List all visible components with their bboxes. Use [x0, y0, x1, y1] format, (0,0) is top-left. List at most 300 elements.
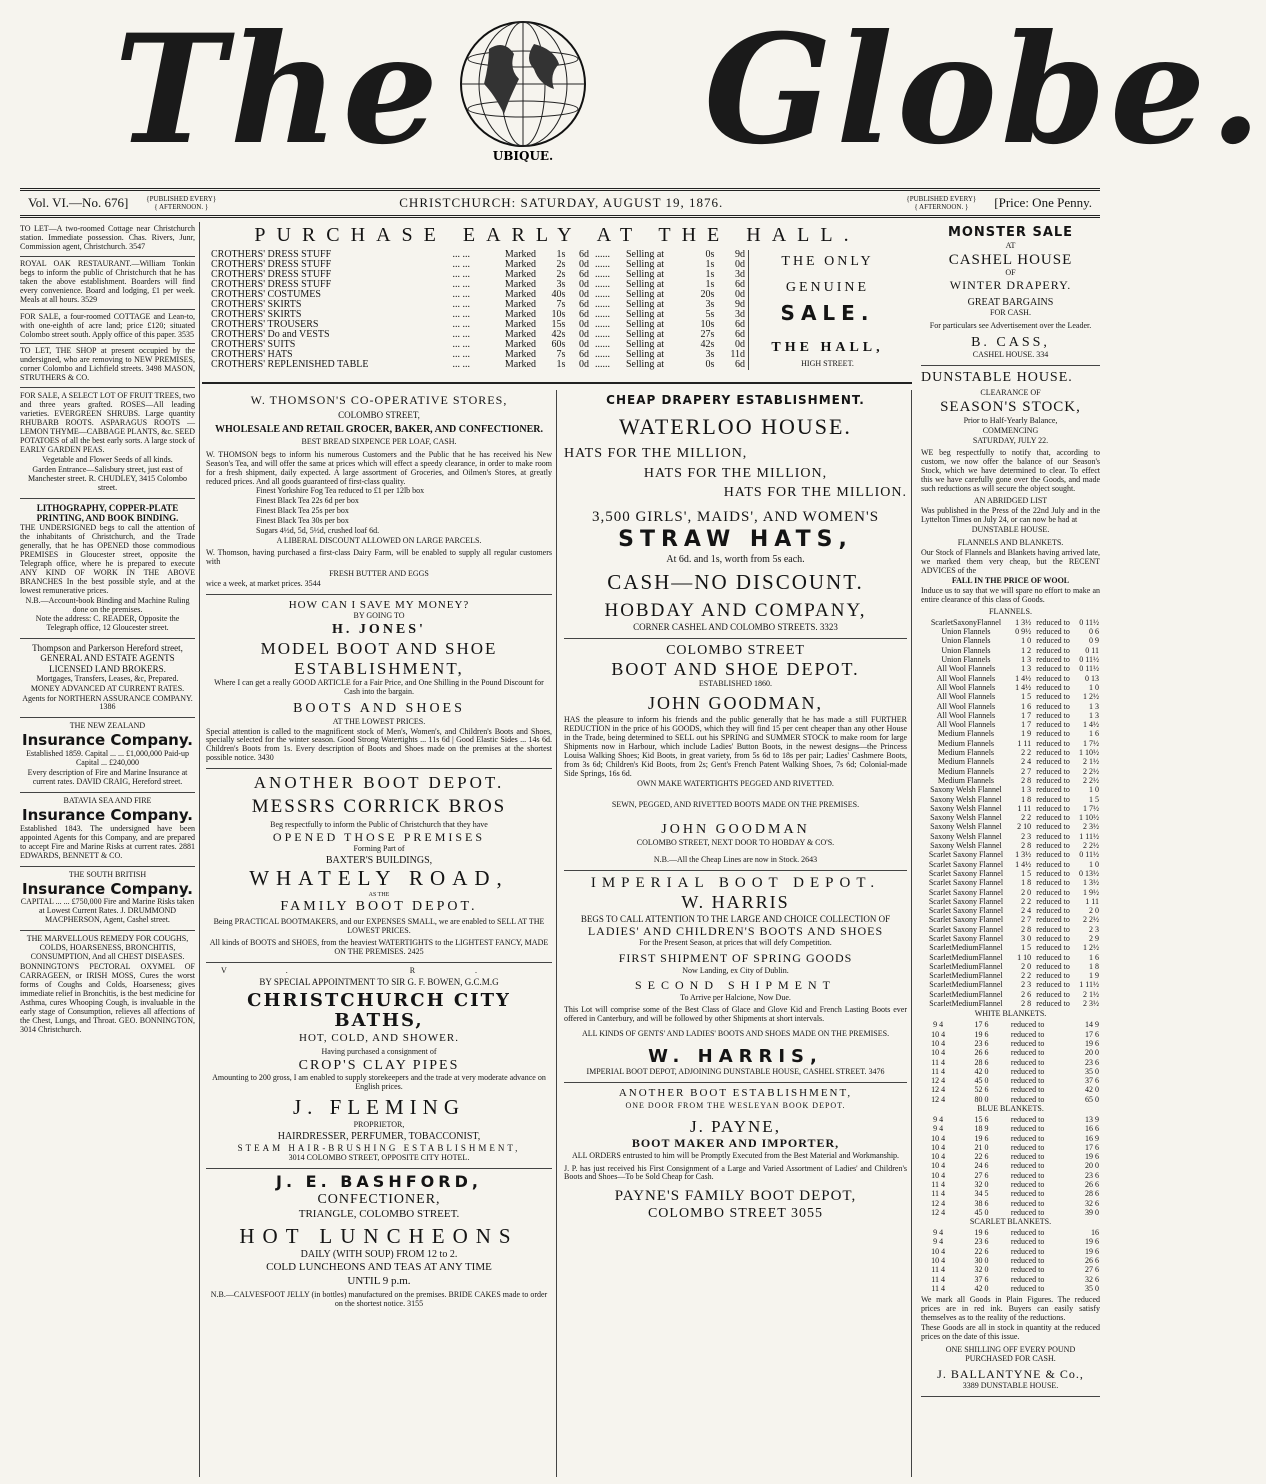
- flannel-row-cell: 2 9: [1089, 933, 1099, 943]
- hall-price-cell: Marked: [504, 339, 536, 351]
- flannel-row-cell: 1 10: [1017, 952, 1032, 962]
- flannel-row-cell: reduced to: [1036, 915, 1070, 925]
- hall-price-cell: 7s: [556, 349, 566, 361]
- ad-thompson-parkerson: Thompson and Parkerson Hereford street, GENERAL AND ESTATE AGENTS LICENSED LAND BROKERS. Mortgages, Transfers, Leases, &c, Prepared. MONEY ADVANCED AT CURRENT RATES. Agents for NORTHERN ASSURANCE COMPANY. 1386: [20, 639, 195, 718]
- flannel-row-cell: reduced to: [1036, 859, 1070, 869]
- flannel-row: [921, 999, 1100, 1008]
- flannel-row-cell: 2 1½: [1083, 757, 1099, 767]
- flannel-row-cell: Scarlet Saxony Flannel: [928, 868, 1004, 878]
- flannel-row-cell: reduced to: [1036, 701, 1070, 711]
- blue-blanket-row-cell: reduced to: [1010, 1124, 1045, 1134]
- flannel-row-cell: Scarlet Saxony Flannel: [928, 859, 1004, 869]
- flannel-row-cell: reduced to: [1036, 710, 1070, 720]
- flannel-row-cell: Scarlet Saxony Flannel: [928, 887, 1004, 897]
- flannel-row-cell: 2 2½: [1083, 766, 1099, 776]
- hall-price-cell: Marked: [504, 259, 536, 271]
- blue-blanket-row-cell: 19 6: [974, 1133, 989, 1143]
- hall-price-cell: 2s: [556, 269, 566, 281]
- flannel-row-cell: Scarlet Saxony Flannel: [928, 878, 1004, 888]
- ad-corrick-bros: ANOTHER BOOT DEPOT. MESSRS CORRICK BROS Beg respectfully to inform the Public of Christchurch that they have OPENED THOSE PREMISES Forming Part of BAXTER'S BUILDINGS, WHATELY ROAD, AS THE FAMILY BOOT DEPOT. Being PRACTICAL BOOTMAKERS, and our EXPENSES SMALL, we are enabled to SELL AT THE LOWEST PRICES. All kinds of BOOTS and SHOES, from the heaviest WATERTIGHTS to the LIGHTEST FANCY, MADE ON THE PREMISES. 2425: [206, 769, 552, 963]
- white-blanket-row-cell: 28 6: [974, 1057, 989, 1067]
- blue-blanket-row: [921, 1161, 1100, 1170]
- blue-blanket-row-cell: reduced to: [1010, 1161, 1045, 1171]
- flannel-row-cell: ScarletMediumFlannel: [929, 952, 1003, 962]
- hall-price-cell: 7s: [556, 299, 566, 311]
- flannel-row-cell: 1 3½: [1015, 617, 1032, 627]
- flannel-row-cell: 2 7: [1021, 766, 1032, 776]
- flannel-row-cell: All Wool Flannels: [936, 710, 996, 720]
- flannel-row-cell: 1 7½: [1083, 738, 1099, 748]
- white-blanket-row-cell: 14 9: [1085, 1020, 1099, 1030]
- flannel-row-cell: Saxony Welsh Flannel: [930, 813, 1002, 823]
- flannel-row: [921, 860, 1100, 869]
- white-blanket-row: [921, 1039, 1100, 1048]
- dateline: [20, 188, 1100, 218]
- flannel-row-cell: 2 1½: [1083, 989, 1099, 999]
- flannel-row: [921, 711, 1100, 720]
- flannel-row: [921, 683, 1100, 692]
- flannel-row-cell: reduced to: [1036, 636, 1070, 646]
- hall-price-cell: 6d: [735, 359, 745, 371]
- ad-cashel-house: MONSTER SALE AT CASHEL HOUSE OF WINTER DRAPERY. GREAT BARGAINS FOR CASH. For particulars see Advertisement over the Leader. B. CASS, CASHEL HOUSE. 334: [921, 222, 1100, 366]
- blue-blanket-row-cell: 15 6: [974, 1114, 989, 1124]
- flannel-row-cell: 2 2: [1021, 813, 1032, 823]
- scarlet-blanket-row-cell: reduced to: [1010, 1256, 1045, 1266]
- flannel-row-cell: 3 0: [1021, 933, 1032, 943]
- hall-price-cell: Selling at: [625, 289, 665, 301]
- hall-price-cell: Marked: [504, 349, 536, 361]
- white-blanket-row-cell: 19 6: [1085, 1038, 1099, 1048]
- flannel-row-cell: 1 9: [1089, 971, 1099, 981]
- flannel-row-cell: All Wool Flannels: [936, 673, 996, 683]
- flannel-row-cell: 0 11: [1085, 645, 1099, 655]
- flannel-row-cell: reduced to: [1036, 952, 1070, 962]
- column-1: [20, 222, 200, 1477]
- scarlet-blanket-row-cell: 22 6: [974, 1246, 989, 1256]
- blue-blanket-row-cell: 10 4: [931, 1133, 946, 1143]
- white-blanket-row: [921, 1020, 1100, 1029]
- white-blanket-row-cell: 17 6: [974, 1020, 989, 1030]
- blue-blanket-row-cell: 38 6: [974, 1198, 989, 1208]
- flannel-row-cell: 1 5: [1021, 868, 1032, 878]
- white-blanket-row-cell: 23 6: [1085, 1057, 1099, 1067]
- globe-emblem: [449, 14, 597, 162]
- hall-price-cell: 0d: [578, 329, 589, 341]
- flannel-row-cell: 1 8: [1021, 878, 1032, 888]
- flannel-row-cell: 2 0: [1089, 906, 1099, 916]
- hall-price-cell: ... ...: [452, 319, 470, 331]
- flannel-row-cell: reduced to: [1036, 766, 1070, 776]
- flannel-row-cell: 1 3½: [1083, 878, 1099, 888]
- blue-blanket-row: [921, 1171, 1100, 1180]
- flannel-row-cell: reduced to: [1036, 989, 1070, 999]
- hall-price-cell: ... ...: [452, 289, 470, 301]
- thomson-list-item: Finest Black Tea 22s 6d per box: [256, 496, 359, 506]
- flannel-row: [921, 767, 1100, 776]
- white-blanket-row-cell: reduced to: [1010, 1020, 1045, 1030]
- flannel-row-cell: reduced to: [1036, 850, 1070, 860]
- blue-blanket-row: [921, 1124, 1100, 1133]
- blue-blanket-row-cell: 26 6: [1085, 1180, 1099, 1190]
- flannel-row-cell: 2 4: [1021, 757, 1032, 767]
- flannel-row-cell: 1 4½: [1015, 859, 1032, 869]
- flannel-row-cell: 2 2½: [1083, 915, 1099, 925]
- hall-price-cell: ... ...: [452, 349, 470, 361]
- hall-title: PURCHASE EARLY AT THE HALL.: [254, 224, 860, 246]
- volume-number: Vol. VI.—No. 676]: [28, 194, 129, 210]
- white-blanket-row-cell: reduced to: [1010, 1057, 1045, 1067]
- white-blanket-row-cell: 10 4: [931, 1038, 946, 1048]
- flannel-row-cell: Scarlet Saxony Flannel: [928, 896, 1004, 906]
- hall-price-cell: 42s: [700, 339, 715, 351]
- blue-blanket-row: [921, 1143, 1100, 1152]
- scarlet-blanket-row-cell: 32 0: [974, 1265, 989, 1275]
- flannel-row-cell: Saxony Welsh Flannel: [930, 822, 1002, 832]
- hall-price-cell: CROTHERS' TROUSERS: [211, 319, 319, 331]
- white-blanket-row-cell: 42 0: [1085, 1085, 1099, 1095]
- ad-jones-boots: HOW CAN I SAVE MY MONEY? BY GOING TO H. JONES' MODEL BOOT AND SHOE ESTABLISHMENT, Where I can get a really GOOD ARTICLE for a Fair Price, and One Shilling in the Pound Discount for Cash into the bargain. BOOTS AND SHOES AT THE LOWEST PRICES. Special attention is called to the magnificent stock of Men's, Women's, and Children's Boots and Shoes, specially selected for the winter season. Good Strong Watertights ... 11s 6d | Good Elastic Sides ... 14s 6d. Children's Boots from 1s. Every description of Boots and Shoes made on the premises at the shortest possible notice. 3430: [206, 595, 552, 769]
- hall-price-cell: Marked: [504, 309, 536, 321]
- flannel-row: [921, 990, 1100, 999]
- blue-blanket-row-cell: 19 6: [1085, 1152, 1099, 1162]
- flannel-row-cell: Saxony Welsh Flannel: [930, 831, 1002, 841]
- flannel-row-cell: 2 7: [1021, 915, 1032, 925]
- hall-price-cell: ... ...: [452, 329, 470, 341]
- scarlet-blanket-row-cell: reduced to: [1010, 1246, 1045, 1256]
- flannel-row-cell: 2 2: [1021, 748, 1032, 758]
- hall-price-cell: 3s: [705, 299, 715, 311]
- white-blanket-row-cell: reduced to: [1010, 1048, 1045, 1058]
- flannel-row-cell: 2 2½: [1083, 775, 1099, 785]
- flannel-row-cell: 1 2½: [1083, 692, 1099, 702]
- white-blanket-row: [921, 1095, 1100, 1104]
- hall-price-cell: 60s: [551, 339, 566, 351]
- blue-blanket-row-cell: 20 0: [1085, 1161, 1099, 1171]
- hall-price-cell: ......: [594, 329, 610, 341]
- ad-batavia-insurance: BATAVIA SEA AND FIRE Insurance Company. Established 1843. The undersigned have been appointed Agents for this Company, and are prepared to accept Fire and Marine Risks at current rates. 2881 EDWARDS, BENNETT & CO.: [20, 793, 195, 867]
- white-blanket-row-cell: 10 4: [931, 1048, 946, 1058]
- scarlet-blanket-row: [921, 1275, 1100, 1284]
- hall-price-cell: ......: [594, 279, 610, 291]
- flannel-row-cell: 2 6: [1021, 989, 1032, 999]
- thomson-list-item: Finest Black Tea 30s per box: [256, 516, 349, 526]
- flannel-row-cell: 1 7: [1021, 720, 1032, 730]
- scarlet-blankets-table: [921, 1228, 1100, 1293]
- flannel-row-cell: reduced to: [1036, 720, 1070, 730]
- blue-blanket-row-cell: 45 0: [974, 1207, 989, 1217]
- flannel-row-cell: 1 6: [1021, 701, 1032, 711]
- ad-reader-printing: LITHOGRAPHY, COPPER-PLATE PRINTING, AND BOOK BINDING. THE UNDERSIGNED begs to call the attention of the inhabitants of Christchurch, and the Trade generally, that he has OPENED those commodious PREMISES in Gloucester street, opposite the Telegraph office, where he is prepared to execute ANY KIND OF WORK IN THE ABOVE BRANCHES In the best possible style, and at the lowest remunerative prices. N.B.—Account-book Binding and Machine Ruling done on the premises. Note the address: C. READER, Opposite the Telegraph office, 12 Gloucester street.: [20, 499, 195, 640]
- flannel-row-cell: ScarletMediumFlannel: [929, 971, 1003, 981]
- ad-for-sale-cottage: FOR SALE, a four-roomed COTTAGE and Lean-to, with one-eighth of acre land; price £120; situated Colombo street south. Apply office of this paper. 3535: [20, 310, 195, 345]
- flannel-row-cell: reduced to: [1036, 738, 1070, 748]
- blue-blanket-row: [921, 1199, 1100, 1208]
- scarlet-blanket-row-cell: 19 6: [974, 1228, 989, 1238]
- flannel-row: [921, 915, 1100, 924]
- white-blanket-row-cell: reduced to: [1010, 1029, 1045, 1039]
- flannel-row-cell: All Wool Flannels: [936, 682, 996, 692]
- scarlet-blanket-row-cell: 11 4: [931, 1283, 945, 1293]
- flannel-row-cell: 0 9: [1089, 636, 1099, 646]
- ad-south-british-insurance: THE SOUTH BRITISH Insurance Company. CAPITAL ... ... £750,000 Fire and Marine Risks taken at Lowest Current Rates. J. DRUMMOND MACPHERSON, Agent, Cashel street.: [20, 867, 195, 932]
- scarlet-blanket-row-cell: 26 6: [1085, 1256, 1099, 1266]
- flannel-row-cell: 0 13½: [1079, 868, 1099, 878]
- flannel-row: [921, 785, 1100, 794]
- hall-price-cell: 3s: [556, 279, 566, 291]
- flannel-row-cell: 1 11: [1085, 896, 1099, 906]
- hall-price-cell: ......: [594, 299, 610, 311]
- column-4: [915, 222, 1100, 1477]
- hall-price-cell: CROTHERS' COSTUMES: [211, 289, 321, 301]
- flannel-row-cell: reduced to: [1036, 645, 1070, 655]
- scarlet-blanket-row: [921, 1237, 1100, 1246]
- flannel-row-cell: 0 13: [1085, 673, 1099, 683]
- flannel-row: [921, 627, 1100, 636]
- flannel-row-cell: 1 9: [1021, 729, 1032, 739]
- hall-price-cell: CROTHERS' DRESS STUFF: [211, 259, 332, 271]
- flannel-row-cell: Scarlet Saxony Flannel: [928, 915, 1004, 925]
- hall-price-cell: CROTHERS' HATS: [211, 349, 293, 361]
- flannel-row-cell: 1 5: [1089, 794, 1099, 804]
- ad-to-let-cottage: TO LET—A two-roomed Cottage near Christchurch station. Immediate possession. Chas. Rivers, Junr, Commission agent, Christchurch. 3547: [20, 222, 195, 257]
- white-blanket-row-cell: 10 4: [931, 1029, 946, 1039]
- white-blanket-row-cell: 17 6: [1085, 1029, 1099, 1039]
- flannel-row: [921, 720, 1100, 729]
- hall-price-cell: Marked: [504, 279, 536, 291]
- hall-price-cell: 0d: [735, 339, 745, 351]
- white-blanket-row-cell: 12 4: [931, 1094, 946, 1104]
- hall-price-cell: Selling at: [625, 349, 665, 361]
- white-blanket-row-cell: 45 0: [974, 1076, 989, 1086]
- flannel-row-cell: 1 3½: [1015, 850, 1032, 860]
- white-blanket-row: [921, 1048, 1100, 1057]
- masthead-title-right: Globe.: [704, 2, 1266, 178]
- hall-price-cell: 3d: [735, 269, 745, 281]
- flannel-row-cell: Union Flannels: [941, 645, 991, 655]
- flannel-row-cell: Medium Flannels: [937, 729, 995, 739]
- flannel-row-cell: reduced to: [1036, 841, 1070, 851]
- scarlet-blanket-row-cell: reduced to: [1010, 1237, 1045, 1247]
- ad-the-hall: [202, 222, 912, 384]
- hall-price-cell: 6d: [578, 269, 589, 281]
- flannel-row: [921, 692, 1100, 701]
- hall-price-cell: Marked: [504, 299, 536, 311]
- white-blanket-row-cell: reduced to: [1010, 1038, 1045, 1048]
- white-blanket-row-cell: 37 6: [1085, 1076, 1099, 1086]
- blue-blanket-row-cell: 18 9: [974, 1124, 989, 1134]
- flannel-row-cell: ScarletSaxonyFlannel: [930, 617, 1002, 627]
- hall-price-cell: CROTHERS' DRESS STUFF: [211, 279, 332, 291]
- flannel-row: [921, 702, 1100, 711]
- hall-price-cell: 0d: [578, 339, 589, 351]
- hall-price-cell: Selling at: [625, 299, 665, 311]
- white-blanket-row-cell: 52 6: [974, 1085, 989, 1095]
- blue-blanket-row-cell: 10 4: [931, 1161, 946, 1171]
- blue-blanket-row-cell: reduced to: [1010, 1198, 1045, 1208]
- hall-price-cell: ......: [594, 309, 610, 321]
- blue-blanket-row-cell: reduced to: [1010, 1207, 1045, 1217]
- flannel-row-cell: Union Flannels: [941, 636, 991, 646]
- flannel-row-cell: 1 10½: [1079, 813, 1099, 823]
- flannel-row: [921, 869, 1100, 878]
- flannel-row-cell: ScarletMediumFlannel: [929, 999, 1003, 1009]
- hall-price-cell: Selling at: [625, 319, 665, 331]
- flannel-row-cell: Medium Flannels: [937, 757, 995, 767]
- flannel-row-cell: 1 8: [1021, 794, 1032, 804]
- blue-blanket-row-cell: 32 0: [974, 1180, 989, 1190]
- flannel-row-cell: reduced to: [1036, 878, 1070, 888]
- price: [Price: One Penny.: [994, 194, 1092, 210]
- hall-price-cell: 0d: [735, 259, 745, 271]
- scarlet-blanket-row-cell: 30 0: [974, 1256, 989, 1266]
- flannel-row-cell: reduced to: [1036, 924, 1070, 934]
- flannel-row-cell: 1 3: [1021, 785, 1032, 795]
- hall-price-cell: 0s: [705, 249, 715, 261]
- publication-note-left: {PUBLISHED EVERY} { AFTERNOON. }: [146, 195, 217, 211]
- masthead: [14, 2, 1266, 178]
- flannel-row: [921, 832, 1100, 841]
- flannel-row-cell: 0 11½: [1079, 617, 1099, 627]
- scarlet-blanket-row: [921, 1284, 1100, 1293]
- white-blanket-row-cell: reduced to: [1010, 1085, 1045, 1095]
- flannel-row-cell: 2 8: [1021, 924, 1032, 934]
- flannel-row-cell: 2 3: [1021, 980, 1032, 990]
- blue-blanket-row: [921, 1134, 1100, 1143]
- scarlet-blanket-row-cell: 9 4: [933, 1228, 944, 1238]
- flannel-row-cell: 0 11½: [1079, 664, 1099, 674]
- hall-price-cell: 1s: [705, 259, 715, 271]
- hall-price-cell: Selling at: [625, 249, 665, 261]
- flannel-row-cell: 1 0: [1089, 785, 1099, 795]
- hall-price-cell: Selling at: [625, 269, 665, 281]
- flannel-row-cell: reduced to: [1036, 627, 1070, 637]
- hall-price-cell: ... ...: [452, 259, 470, 271]
- flannel-row-cell: 1 5: [1021, 692, 1032, 702]
- flannel-row-cell: ScarletMediumFlannel: [929, 980, 1003, 990]
- flannel-row: [921, 748, 1100, 757]
- flannel-row-cell: 1 3: [1021, 655, 1032, 665]
- flannel-row-cell: 1 4½: [1015, 682, 1032, 692]
- date-line: CHRISTCHURCH: SATURDAY, AUGUST 19, 1876.: [399, 194, 724, 210]
- blue-blanket-row-cell: reduced to: [1010, 1133, 1045, 1143]
- hall-price-cell: CROTHERS' SUITS: [211, 339, 296, 351]
- hall-price-cell: Selling at: [625, 359, 665, 371]
- flannel-row-cell: 1 5: [1021, 943, 1032, 953]
- flannel-row-cell: 0 11½: [1079, 655, 1099, 665]
- flannel-row-cell: 1 6: [1089, 729, 1099, 739]
- column-2: [202, 390, 557, 1477]
- flannel-row-cell: 2 3: [1021, 831, 1032, 841]
- white-blanket-row-cell: 26 6: [974, 1048, 989, 1058]
- flannel-row: [921, 878, 1100, 887]
- flannel-row-cell: reduced to: [1036, 933, 1070, 943]
- scarlet-blanket-row-cell: 23 6: [974, 1237, 989, 1247]
- blue-blanket-row-cell: reduced to: [1010, 1189, 1045, 1199]
- flannel-row-cell: 0 6: [1089, 627, 1099, 637]
- flannel-row-cell: 2 3½: [1083, 822, 1099, 832]
- hall-price-cell: ......: [594, 339, 610, 351]
- white-blanket-row: [921, 1030, 1100, 1039]
- hall-price-cell: 6d: [735, 279, 745, 291]
- hall-price-cell: 0d: [578, 289, 589, 301]
- flannel-row-cell: Scarlet Saxony Flannel: [928, 924, 1004, 934]
- flannel-row-cell: reduced to: [1036, 887, 1070, 897]
- blue-blanket-row: [921, 1180, 1100, 1189]
- hall-price-cell: ......: [594, 289, 610, 301]
- hall-price-cell: ... ...: [452, 279, 470, 291]
- scarlet-blanket-row-cell: 19 6: [1085, 1237, 1099, 1247]
- flannel-row-cell: 2 3: [1089, 924, 1099, 934]
- flannel-row-cell: 1 10½: [1079, 748, 1099, 758]
- flannel-row-cell: ScarletMediumFlannel: [929, 961, 1003, 971]
- hall-price-row: [208, 360, 748, 370]
- scarlet-blanket-row: [921, 1265, 1100, 1274]
- thomson-list-item: Sugars 4½d, 5d, 5½d, crushed loaf 6d.: [256, 526, 380, 536]
- blue-blanket-row-cell: 34 5: [974, 1189, 989, 1199]
- blue-blanket-row-cell: reduced to: [1010, 1152, 1045, 1162]
- white-blanket-row-cell: 23 6: [974, 1038, 989, 1048]
- hall-price-cell: 10s: [551, 309, 566, 321]
- flannel-row-cell: Medium Flannels: [937, 748, 995, 758]
- scarlet-blanket-row-cell: 35 0: [1085, 1283, 1099, 1293]
- blue-blanket-row-cell: 9 4: [933, 1124, 944, 1134]
- flannel-row-cell: 2 0: [1021, 961, 1032, 971]
- blue-blanket-row-cell: 12 4: [931, 1198, 946, 1208]
- flannel-row-cell: ScarletMediumFlannel: [929, 943, 1003, 953]
- scarlet-blanket-row-cell: 32 6: [1085, 1274, 1099, 1284]
- flannel-row-cell: 2 8: [1021, 841, 1032, 851]
- flannel-row-cell: 2 2½: [1083, 841, 1099, 851]
- flannel-row-cell: Scarlet Saxony Flannel: [928, 906, 1004, 916]
- white-blanket-row-cell: 20 0: [1085, 1048, 1099, 1058]
- flannel-row-cell: 1 8: [1089, 961, 1099, 971]
- hall-price-cell: 3d: [735, 309, 745, 321]
- flannel-row: [921, 962, 1100, 971]
- white-blanket-row-cell: 65 0: [1085, 1094, 1099, 1104]
- hall-price-cell: 6d: [578, 249, 589, 261]
- hall-price-cell: 15s: [551, 319, 566, 331]
- white-blanket-row-cell: 19 6: [974, 1029, 989, 1039]
- hall-price-cell: 1s: [556, 249, 566, 261]
- hall-price-cell: 0d: [578, 259, 589, 271]
- hall-price-cell: 1s: [705, 279, 715, 291]
- flannel-row-cell: 1 6: [1089, 952, 1099, 962]
- blue-blankets-table: [921, 1115, 1100, 1217]
- blue-blanket-row-cell: 32 6: [1085, 1198, 1099, 1208]
- flannel-row: [921, 795, 1100, 804]
- hall-price-cell: 10s: [700, 319, 715, 331]
- hall-price-cell: 0d: [578, 319, 589, 331]
- hall-price-table: [208, 250, 748, 370]
- hall-price-cell: 40s: [551, 289, 566, 301]
- scarlet-blanket-row-cell: 27 6: [1085, 1265, 1099, 1275]
- blue-blanket-row-cell: reduced to: [1010, 1170, 1045, 1180]
- hall-price-cell: 20s: [700, 289, 715, 301]
- flannel-row-cell: 1 11½: [1079, 831, 1099, 841]
- hall-price-cell: CROTHERS' Do and VESTS: [211, 329, 330, 341]
- ad-chudley-trees: FOR SALE, A SELECT LOT OF FRUIT TREES, two and three years grafted. ROSES—All leading varieties. EVERGREEN SHRUBS. Large quantity RHUBARB ROOTS. ASPARAGUS ROOTS — LEMON THYME—CABBAGE PLANTS, &c. SEED POTATOES of all the best early sorts. A large stock of EARLY GARDEN PEAS. Vegetable and Flower Seeds of all kinds. Garden Entrance—Salisbury street, just east of Manchester street. R. CHUDLEY, 3415 Colombo street.: [20, 388, 195, 498]
- flannel-row-cell: 1 7: [1021, 710, 1032, 720]
- scarlet-blanket-row-cell: 10 4: [931, 1246, 946, 1256]
- white-blanket-row-cell: 12 4: [931, 1076, 946, 1086]
- flannel-row: [921, 943, 1100, 952]
- flannel-row-cell: 1 0: [1089, 859, 1099, 869]
- flannel-row-cell: Saxony Welsh Flannel: [930, 785, 1002, 795]
- white-blanket-row: [921, 1085, 1100, 1094]
- flannel-row-cell: 1 7½: [1083, 803, 1099, 813]
- hall-price-cell: ......: [594, 259, 610, 271]
- flannel-row-cell: 1 4½: [1083, 720, 1099, 730]
